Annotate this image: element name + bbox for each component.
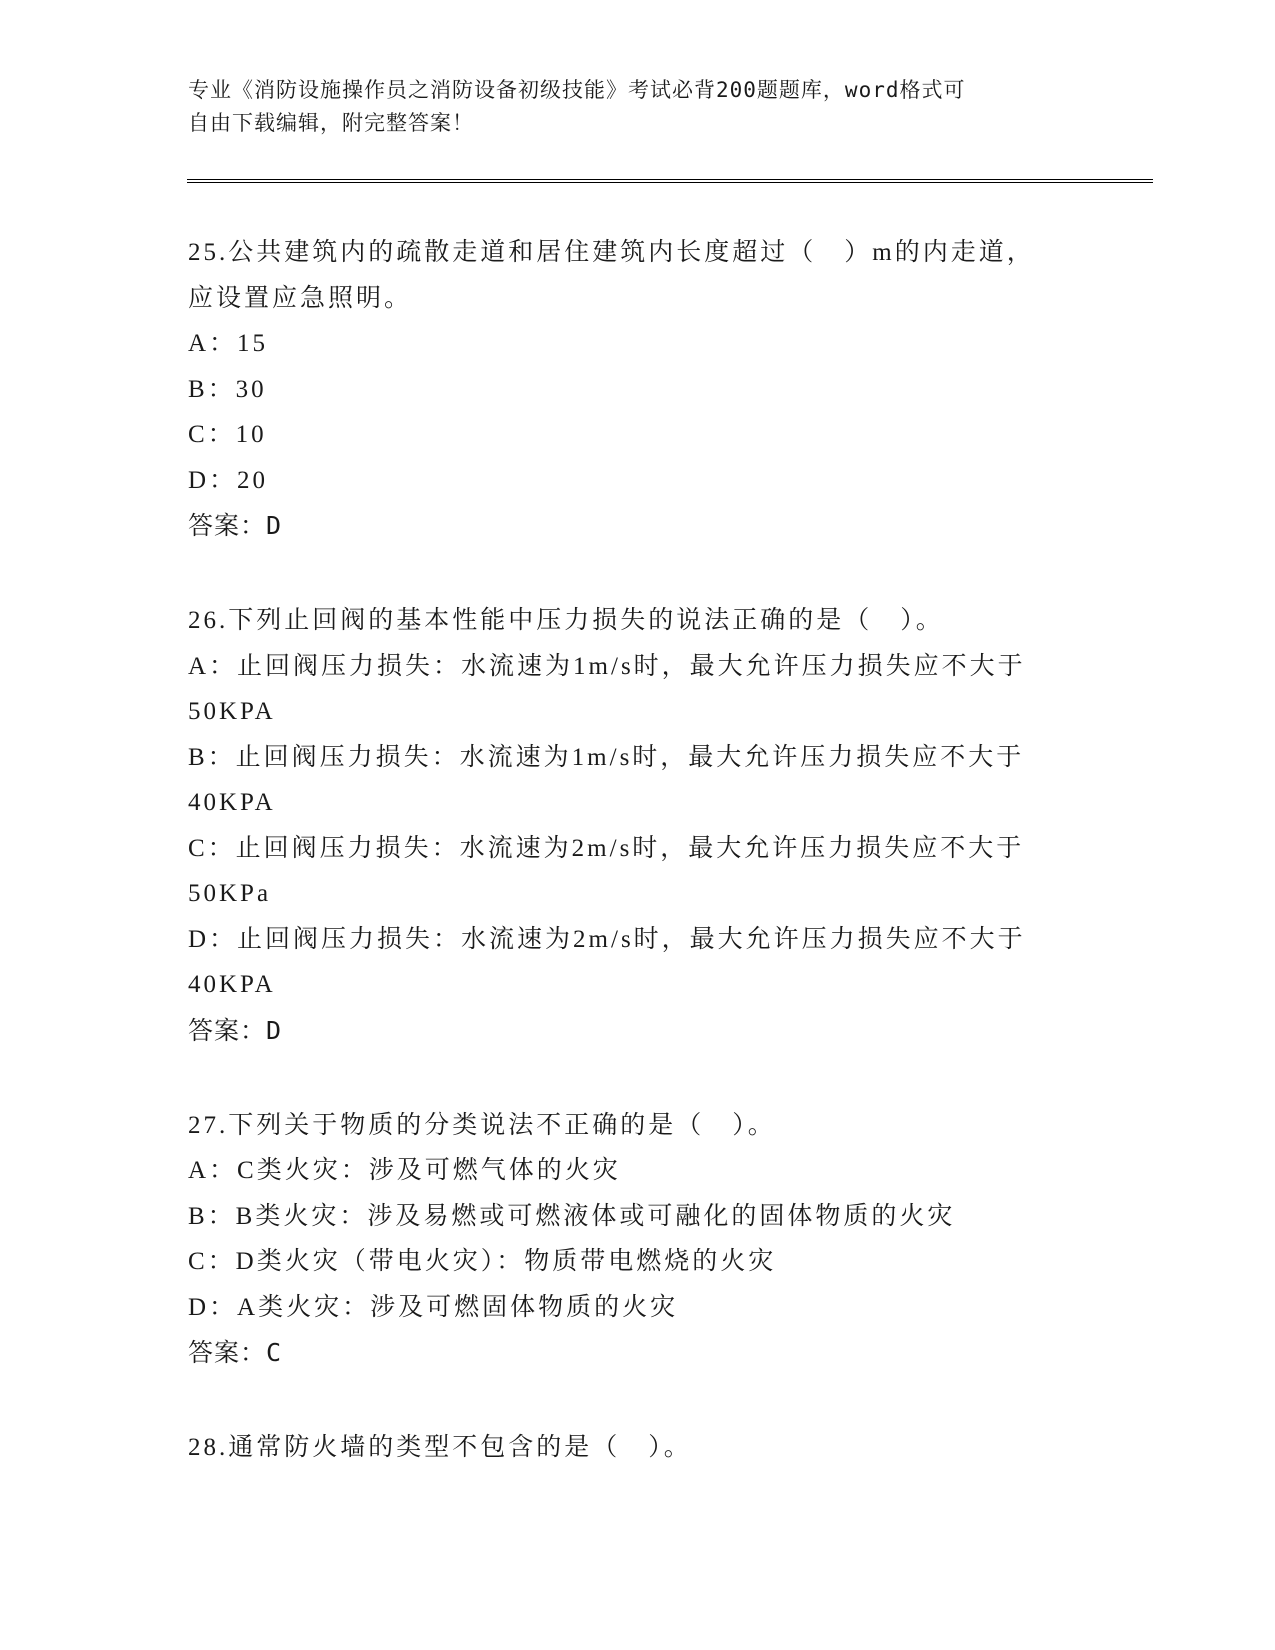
option-c: C：D类火灾（带电火灾）：物质带电燃烧的火灾 (188, 1248, 777, 1275)
option-c-continued: 50KPa (188, 880, 272, 907)
answer-label: 答案：D (188, 511, 283, 540)
question-stem: 28.通常防火墙的类型不包含的是（ ）。 (188, 1434, 692, 1461)
header-divider (187, 179, 1153, 183)
answer-label: 答案：C (188, 1338, 283, 1367)
question-27 (188, 1103, 1088, 1377)
option-d-continued: 40KPA (188, 971, 276, 998)
option-b: B：30 (188, 375, 267, 403)
question-28 (188, 1425, 1088, 1471)
question-25 (188, 230, 1088, 549)
option-a: A：止回阀压力损失：水流速为1m/s时，最大允许压力损失应不大于 (188, 652, 1026, 680)
option-c: C：止回阀压力损失：水流速为2m/s时，最大允许压力损失应不大于 (188, 834, 1025, 862)
question-26 (188, 598, 1088, 1054)
option-c: C：10 (188, 421, 267, 448)
header-line-2: 自由下载编辑，附完整答案！ (188, 111, 474, 135)
option-a: A：15 (188, 330, 269, 357)
document-header (188, 74, 1068, 140)
option-d: D：20 (188, 466, 269, 494)
option-d: D：A类火灾：涉及可燃固体物质的火灾 (188, 1293, 679, 1321)
option-b: B：止回阀压力损失：水流速为1m/s时，最大允许压力损失应不大于 (188, 743, 1025, 771)
option-b-continued: 40KPA (188, 789, 276, 816)
answer-label: 答案：D (188, 1015, 283, 1045)
question-stem-continued: 应设置应急照明。 (188, 284, 413, 312)
question-stem: 25.公共建筑内的疏散走道和居住建筑内长度超过（ ）m的内走道， (188, 239, 1035, 266)
option-b: B：B类火灾：涉及易燃或可燃液体或可融化的固体物质的火灾 (188, 1202, 956, 1230)
option-a: A：C类火灾：涉及可燃气体的火灾 (188, 1157, 621, 1184)
question-stem: 26.下列止回阀的基本性能中压力损失的说法正确的是（ ）。 (188, 607, 944, 634)
option-a-continued: 50KPA (188, 698, 276, 725)
question-list (188, 230, 1088, 1520)
question-stem: 27.下列关于物质的分类说法不正确的是（ ）。 (188, 1111, 776, 1139)
option-d: D：止回阀压力损失：水流速为2m/s时，最大允许压力损失应不大于 (188, 925, 1026, 953)
header-line-1: 专业《消防设施操作员之消防设备初级技能》考试必背200题题库，word格式可 (188, 78, 966, 102)
